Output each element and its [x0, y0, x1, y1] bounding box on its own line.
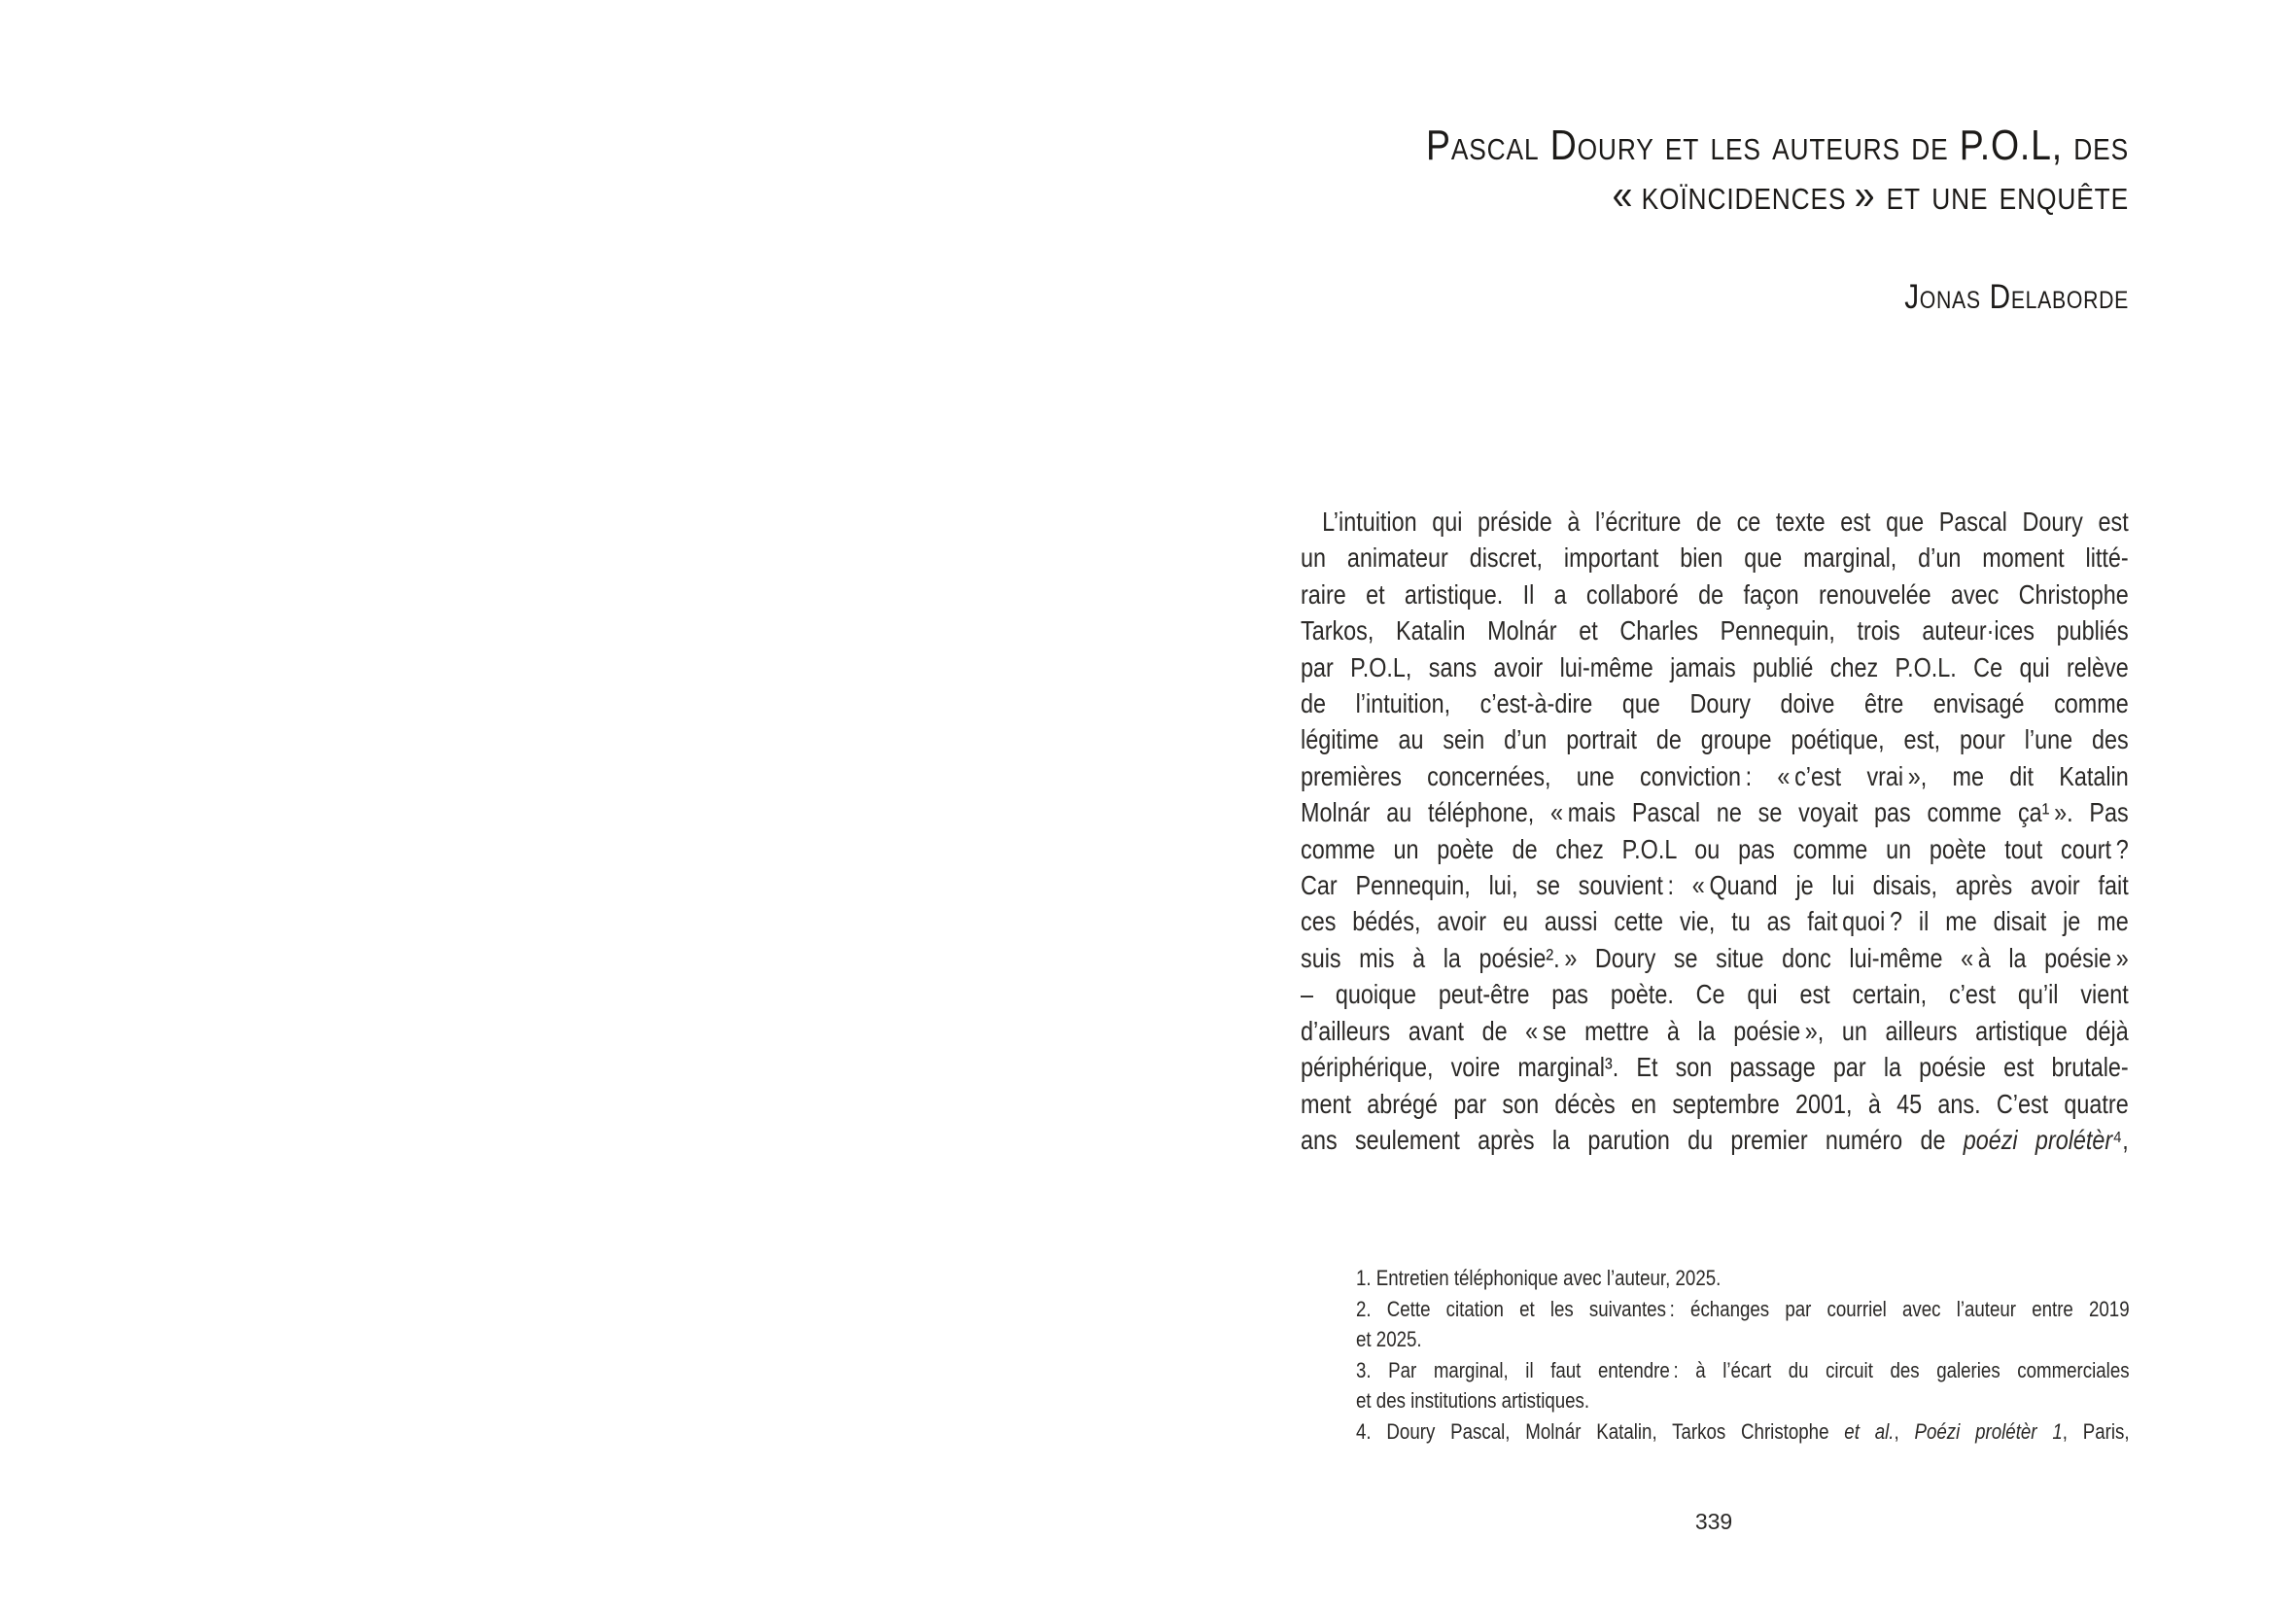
body-text-line: par P.O.L, sans avoir lui-même jamais publié chez P.O.L. Ce qui relève — [1301, 651, 2129, 682]
body-text-line: ces bédés, avoir eu aussi cette vie, tu as fait quoi ? il me disait je me — [1301, 906, 2129, 937]
author-name: Jonas Delaborde — [1904, 278, 2129, 316]
body-text-line: – quoique peut-être pas poète. Ce qui est certain, c’est qu’il vient — [1301, 979, 2129, 1010]
body-text-line: périphérique, voire marginal³. Et son passage par la poésie est brutale- — [1301, 1052, 2129, 1083]
footnote-line: 1. Entretien téléphonique avec l’auteur, 2025. — [1356, 1266, 1722, 1290]
body-text-line: suis mis à la poésie². » Doury se situe donc lui-même « à la poésie » — [1301, 942, 2129, 973]
body-text-line: raire et artistique. Il a collaboré de façon renouvelée avec Christophe — [1301, 578, 2129, 610]
body-text-line: un animateur discret, important bien que marginal, d’un moment litté- — [1301, 542, 2129, 574]
body-text-line: légitime au sein d’un portrait de groupe poétique, est, pour l’une des — [1301, 724, 2129, 755]
body-text-line: comme un poète de chez P.O.L ou pas comme un poète tout court ? — [1301, 833, 2129, 864]
footnote-line: 2. Cette citation et les suivantes : échanges par courriel avec l’auteur entre 2019 — [1356, 1296, 2130, 1321]
body-text-line: ment abrégé par son décès en septembre 2001, à 45 ans. C’est quatre — [1301, 1088, 2129, 1119]
body-text-line: ans seulement après la parution du premier numéro de poézi prolétèr⁴, — [1301, 1124, 2129, 1155]
page-title-line-1: Pascal Doury et les auteurs de P.O.L, des — [1426, 122, 2129, 169]
body-text-line: premières concernées, une conviction : « c’est vrai », me dit Katalin — [1301, 760, 2129, 791]
footnote-line: et des institutions artistiques. — [1356, 1388, 1590, 1413]
body-text-line: L’intuition qui préside à l’écriture de ce texte est que Pascal Doury est — [1322, 507, 2129, 537]
page-title — [1220, 121, 2129, 220]
footnote-line: et 2025. — [1356, 1327, 1422, 1351]
italic-text: poézi prolétèr — [1963, 1124, 2113, 1155]
body-text-line: d’ailleurs avant de « se mettre à la poésie », un ailleurs artistique déjà — [1301, 1015, 2129, 1046]
body-text-line: Molnár au téléphone, « mais Pascal ne se voyait pas comme ça¹ ». Pas — [1301, 797, 2129, 828]
body-text-line: Car Pennequin, lui, se souvient : « Quand je lui disais, après avoir fait — [1301, 870, 2129, 901]
italic-text: et al. — [1844, 1418, 1895, 1444]
body-text-line: de l’intuition, c’est-à-dire que Doury doive être envisagé comme — [1301, 688, 2129, 719]
footnotes — [1356, 1263, 2130, 1447]
page-number: 339 — [1694, 1509, 1733, 1534]
footnote-line: 4. Doury Pascal, Molnár Katalin, Tarkos Christophe et al., Poézi prolétèr 1, Paris, — [1356, 1418, 2130, 1444]
page-title-line-2: « koïncidences » et une enquête — [1612, 171, 2129, 219]
body-text-line: Tarkos, Katalin Molnár et Charles Pennequin, trois auteur·ices publiés — [1301, 615, 2129, 646]
article-paragraph — [1301, 504, 2129, 1158]
italic-text: Poézi prolétèr 1 — [1914, 1418, 2063, 1444]
footnote-line: 3. Par marginal, il faut entendre : à l’écart du circuit des galeries commerciales — [1356, 1357, 2130, 1382]
